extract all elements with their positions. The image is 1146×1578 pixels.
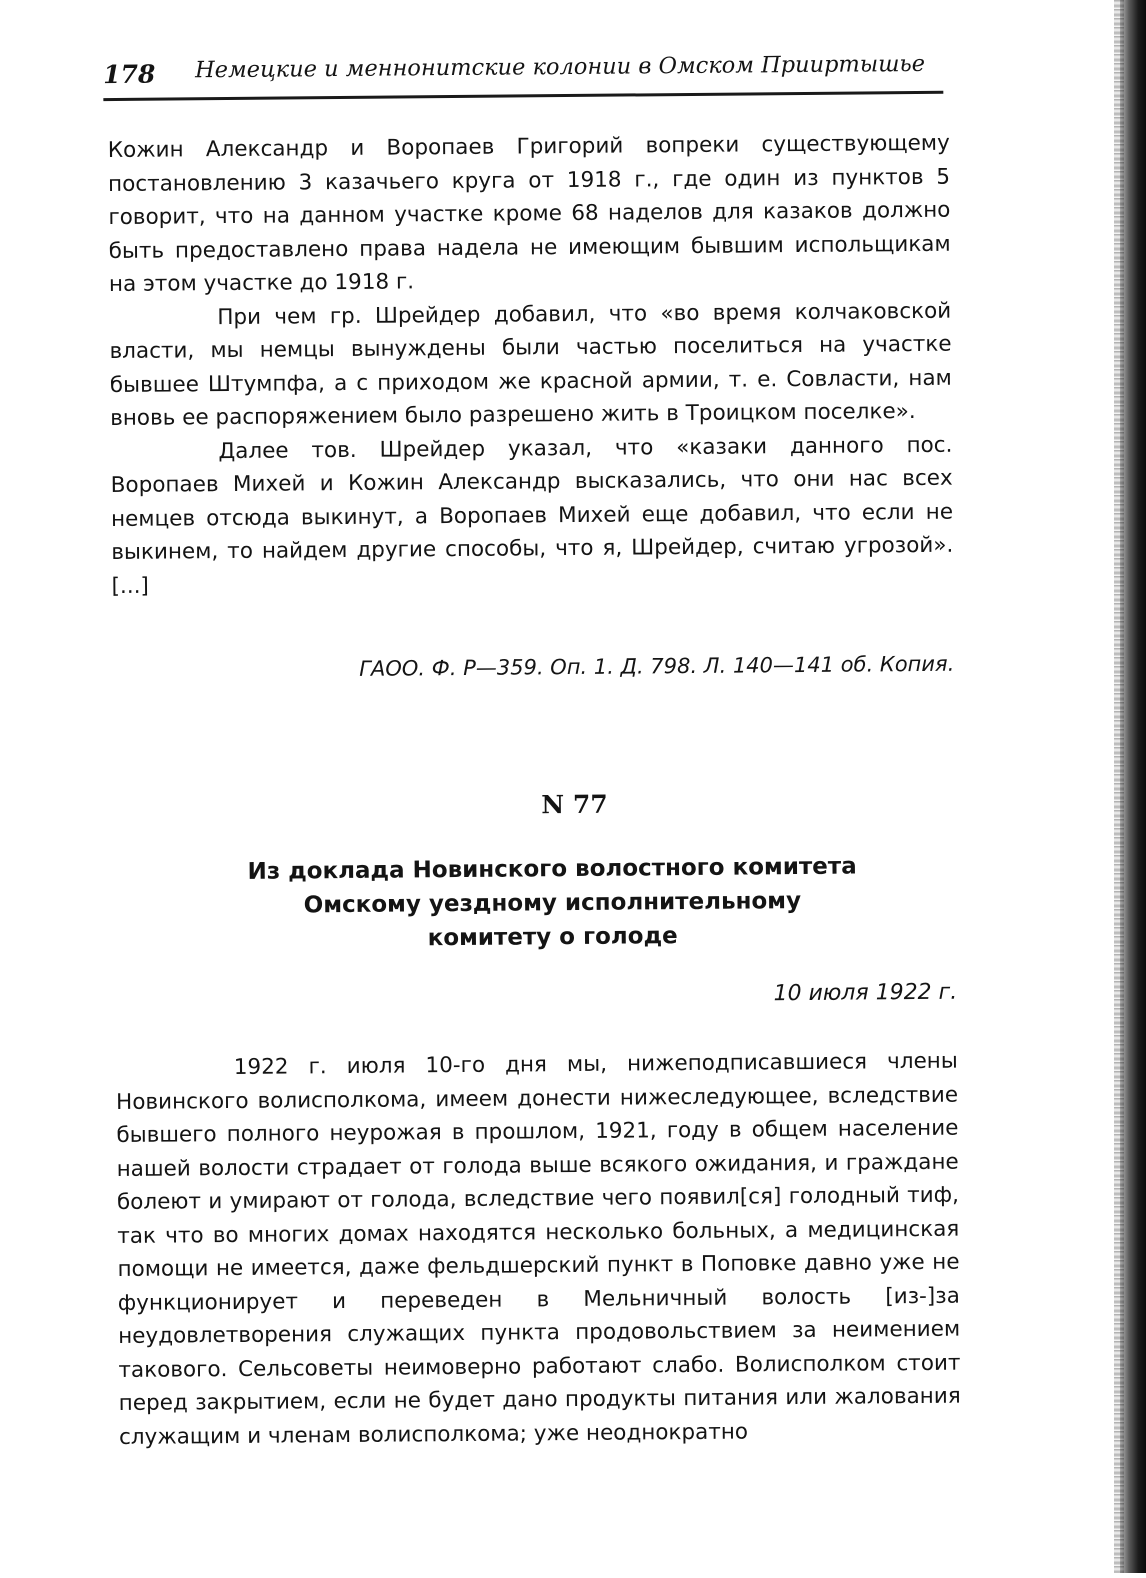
document-title-line: Из доклада Новинского волостного комитета (247, 853, 857, 885)
scan-edge-noise (1114, 0, 1124, 1573)
archive-source-reference: ГАОО. Ф. Р—359. Оп. 1. Д. 798. Л. 140—141 об. Копия. (359, 651, 955, 681)
page-header (103, 39, 943, 101)
paragraph: Далее тов. Шрейдер указал, что «казаки данного пос. Воропаев Михей и Кожин Александр высказались, что они нас всех немцев отсюда выкинут, а Воропаев Михей еще добавил, что если не выкинем, то найдем другие способы, что я, Шрейдер, считаю угрозой». [...] (110, 432, 954, 599)
document-76-continuation (108, 127, 954, 603)
page-number: 178 (103, 59, 156, 90)
document-title (142, 849, 963, 958)
document-title-line: Омскому уездному исполнительному (303, 888, 802, 919)
document-number: N 77 (541, 789, 608, 820)
paragraph: 1922 г. июля 10-го дня мы, нижеподписавшиеся члены Новинского волисполкома, имеем донести нижеследующее, вследствие бывшего полного неурожая в прошлом, 1921, году в общем население нашей волости страдает от голода выше всякого ожидания, и граждане болеют и умирают от голода, вследствие чего появил[ся] голодный тиф, так что во многих домах находятся несколько больных, а медицинская помощи не имеется, даже фельдшерский пункт в Поповке давно уже не функционирует и переведен в Мельничный волость [из-]за неудовлетворения служащих пункта продовольствием за неимением такового. Сельсоветы неимоверно работают слабо. Волисполком стоит перед закрытием, если не будет дано продукты питания или жалования служащим и членам волисполкома; уже неоднократно (115, 1048, 961, 1450)
paragraph: Кожин Александр и Воропаев Григорий вопреки существующему постановлению 3 казачьего круга от 1918 г., где один из пунктов 5 говорит, что на данном участке кроме 68 наделов для казаков должно быть предоставлено права надела не имеющим бывшим испольщикам на этом участке до 1918 г. (107, 130, 951, 298)
paragraph: При чем гр. Шрейдер добавил, что «во время колчаковской власти, мы немцы вынуждены были частью поселиться на участке бывшее Штумпфа, а с приходом же красной армии, т. е. Совласти, нам вновь ее распоряжением было разрешено жить в Троицком поселке». (109, 298, 952, 432)
document-77-body (116, 1045, 961, 1454)
running-title: Немецкие и меннонитские колонии в Омском Прииртышье (194, 50, 926, 84)
document-date: 10 июля 1922 г. (773, 979, 958, 1007)
document-title-line: комитету о голоде (427, 923, 678, 952)
